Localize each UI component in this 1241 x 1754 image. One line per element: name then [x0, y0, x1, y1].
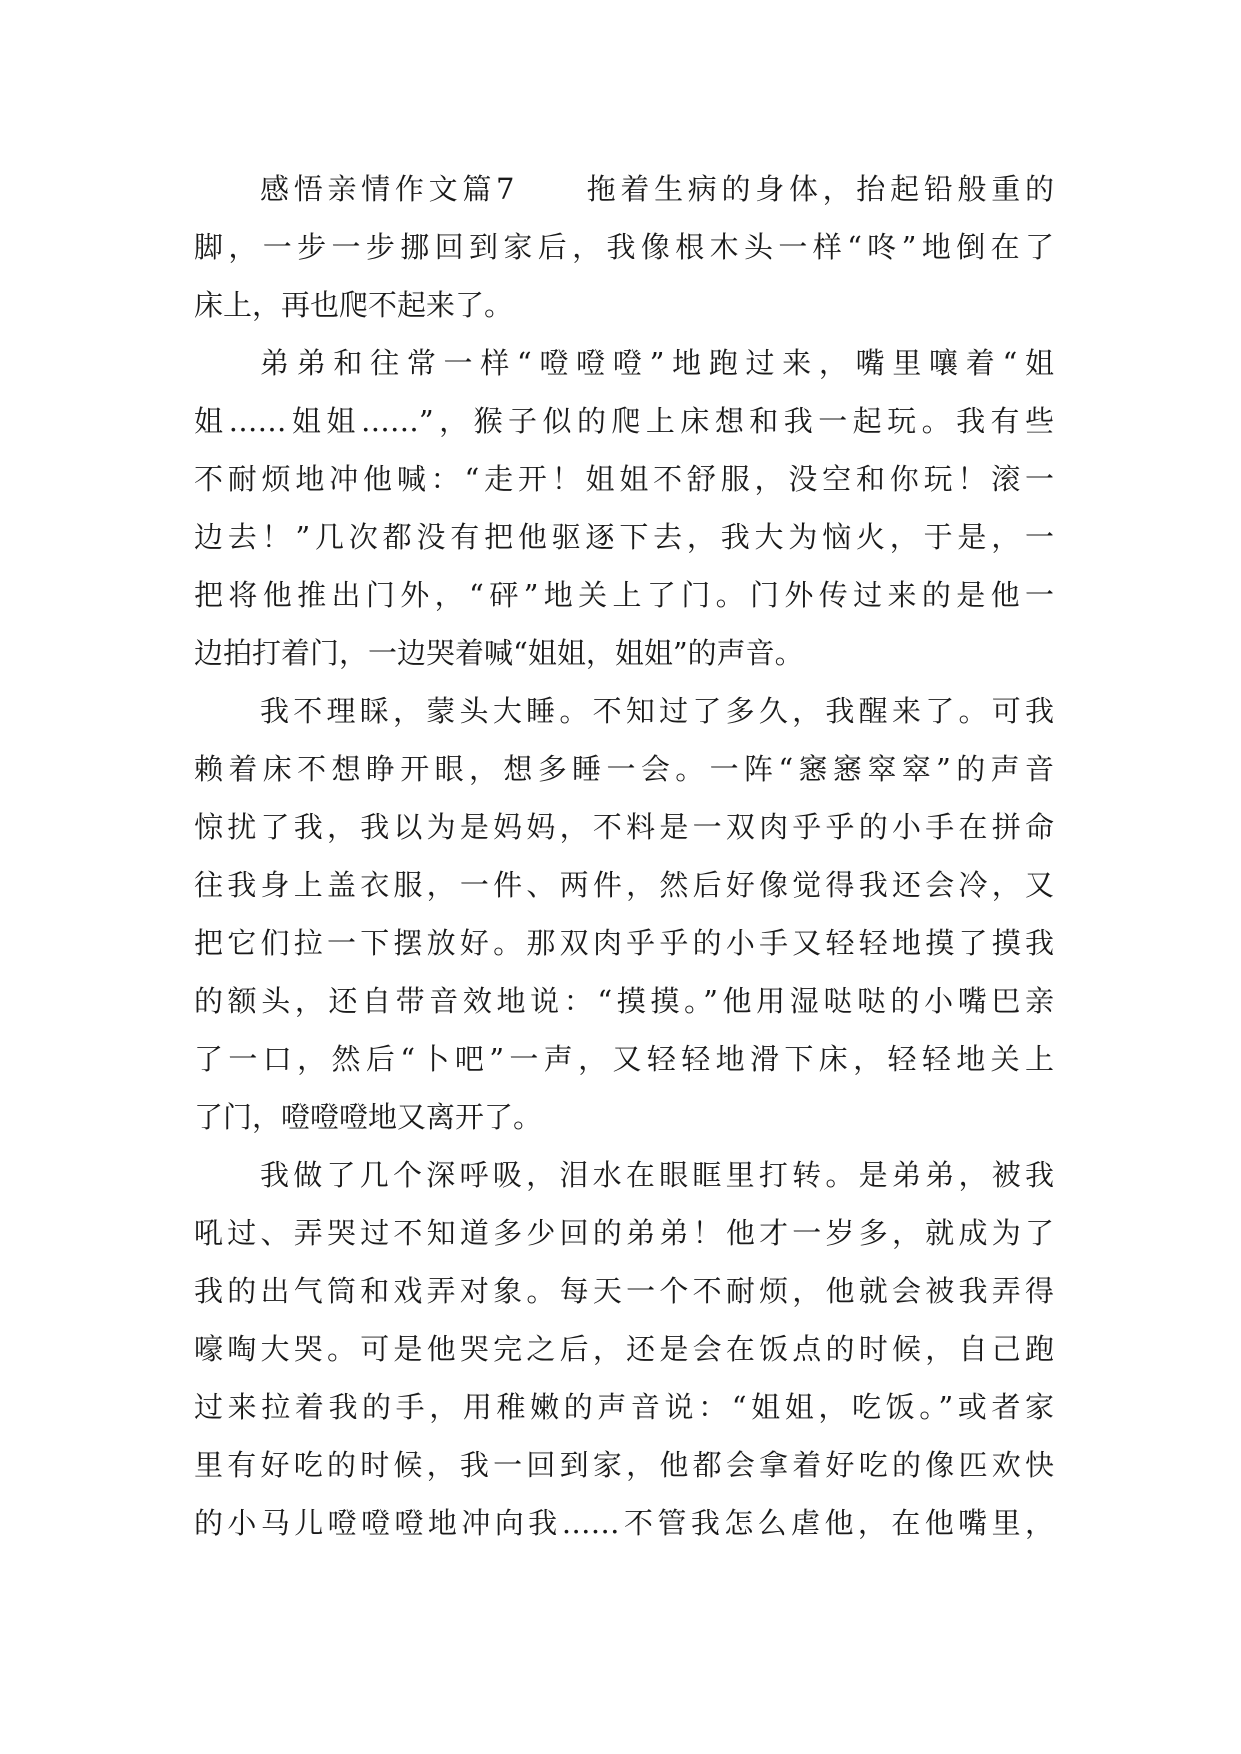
text-line: 过来拉着我的手，用稚嫩的声音说：“姐姐，吃饭。”或者家	[194, 1390, 1054, 1424]
text-line: 感悟亲情作文篇7 拖着生病的身体，抬起铅般重的	[260, 172, 1054, 206]
text-line: 床上，再也爬不起来了。	[194, 288, 514, 322]
text-line: 我的出气筒和戏弄对象。每天一个不耐烦，他就会被我弄得	[194, 1274, 1054, 1308]
text-line: 边拍打着门，一边哭着喊“姐姐，姐姐”的声音。	[194, 636, 804, 670]
text-line: 不耐烦地冲他喊：“走开！姐姐不舒服，没空和你玩！滚一	[194, 462, 1054, 496]
text-line: 把它们拉一下摆放好。那双肉乎乎的小手又轻轻地摸了摸我	[194, 926, 1054, 960]
document-body	[194, 160, 1054, 1552]
text-line: 姐……姐姐……”，猴子似的爬上床想和我一起玩。我有些	[194, 404, 1054, 438]
text-line: 脚，一步一步挪回到家后，我像根木头一样“咚”地倒在了	[194, 230, 1054, 264]
text-line: 我做了几个深呼吸，泪水在眼眶里打转。是弟弟，被我	[260, 1158, 1054, 1192]
text-line: 把将他推出门外，“砰”地关上了门。门外传过来的是他一	[194, 578, 1054, 612]
text-line: 嚎啕大哭。可是他哭完之后，还是会在饭点的时候，自己跑	[194, 1332, 1054, 1366]
text-line: 边去！”几次都没有把他驱逐下去，我大为恼火，于是，一	[194, 520, 1054, 554]
text-line: 赖着床不想睁开眼，想多睡一会。一阵“窸窸窣窣”的声音	[194, 752, 1054, 786]
text-line: 的小马儿噔噔噔地冲向我……不管我怎么虐他，在他嘴里，	[194, 1506, 1054, 1540]
text-line: 吼过、弄哭过不知道多少回的弟弟！他才一岁多，就成为了	[194, 1216, 1054, 1250]
text-line: 往我身上盖衣服，一件、两件，然后好像觉得我还会冷，又	[194, 868, 1054, 902]
text-line: 我不理睬，蒙头大睡。不知过了多久，我醒来了。可我	[260, 694, 1054, 728]
text-line: 的额头，还自带音效地说：“摸摸。”他用湿哒哒的小嘴巴亲	[194, 984, 1054, 1018]
text-line: 里有好吃的时候，我一回到家，他都会拿着好吃的像匹欢快	[194, 1448, 1054, 1482]
text-line: 了一口，然后“卜吧”一声，又轻轻地滑下床，轻轻地关上	[194, 1042, 1054, 1076]
text-line: 惊扰了我，我以为是妈妈，不料是一双肉乎乎的小手在拼命	[194, 810, 1054, 844]
text-line: 了门，噔噔噔地又离开了。	[194, 1100, 543, 1134]
text-line: 弟弟和往常一样“噔噔噔”地跑过来，嘴里嚷着“姐	[260, 346, 1054, 380]
